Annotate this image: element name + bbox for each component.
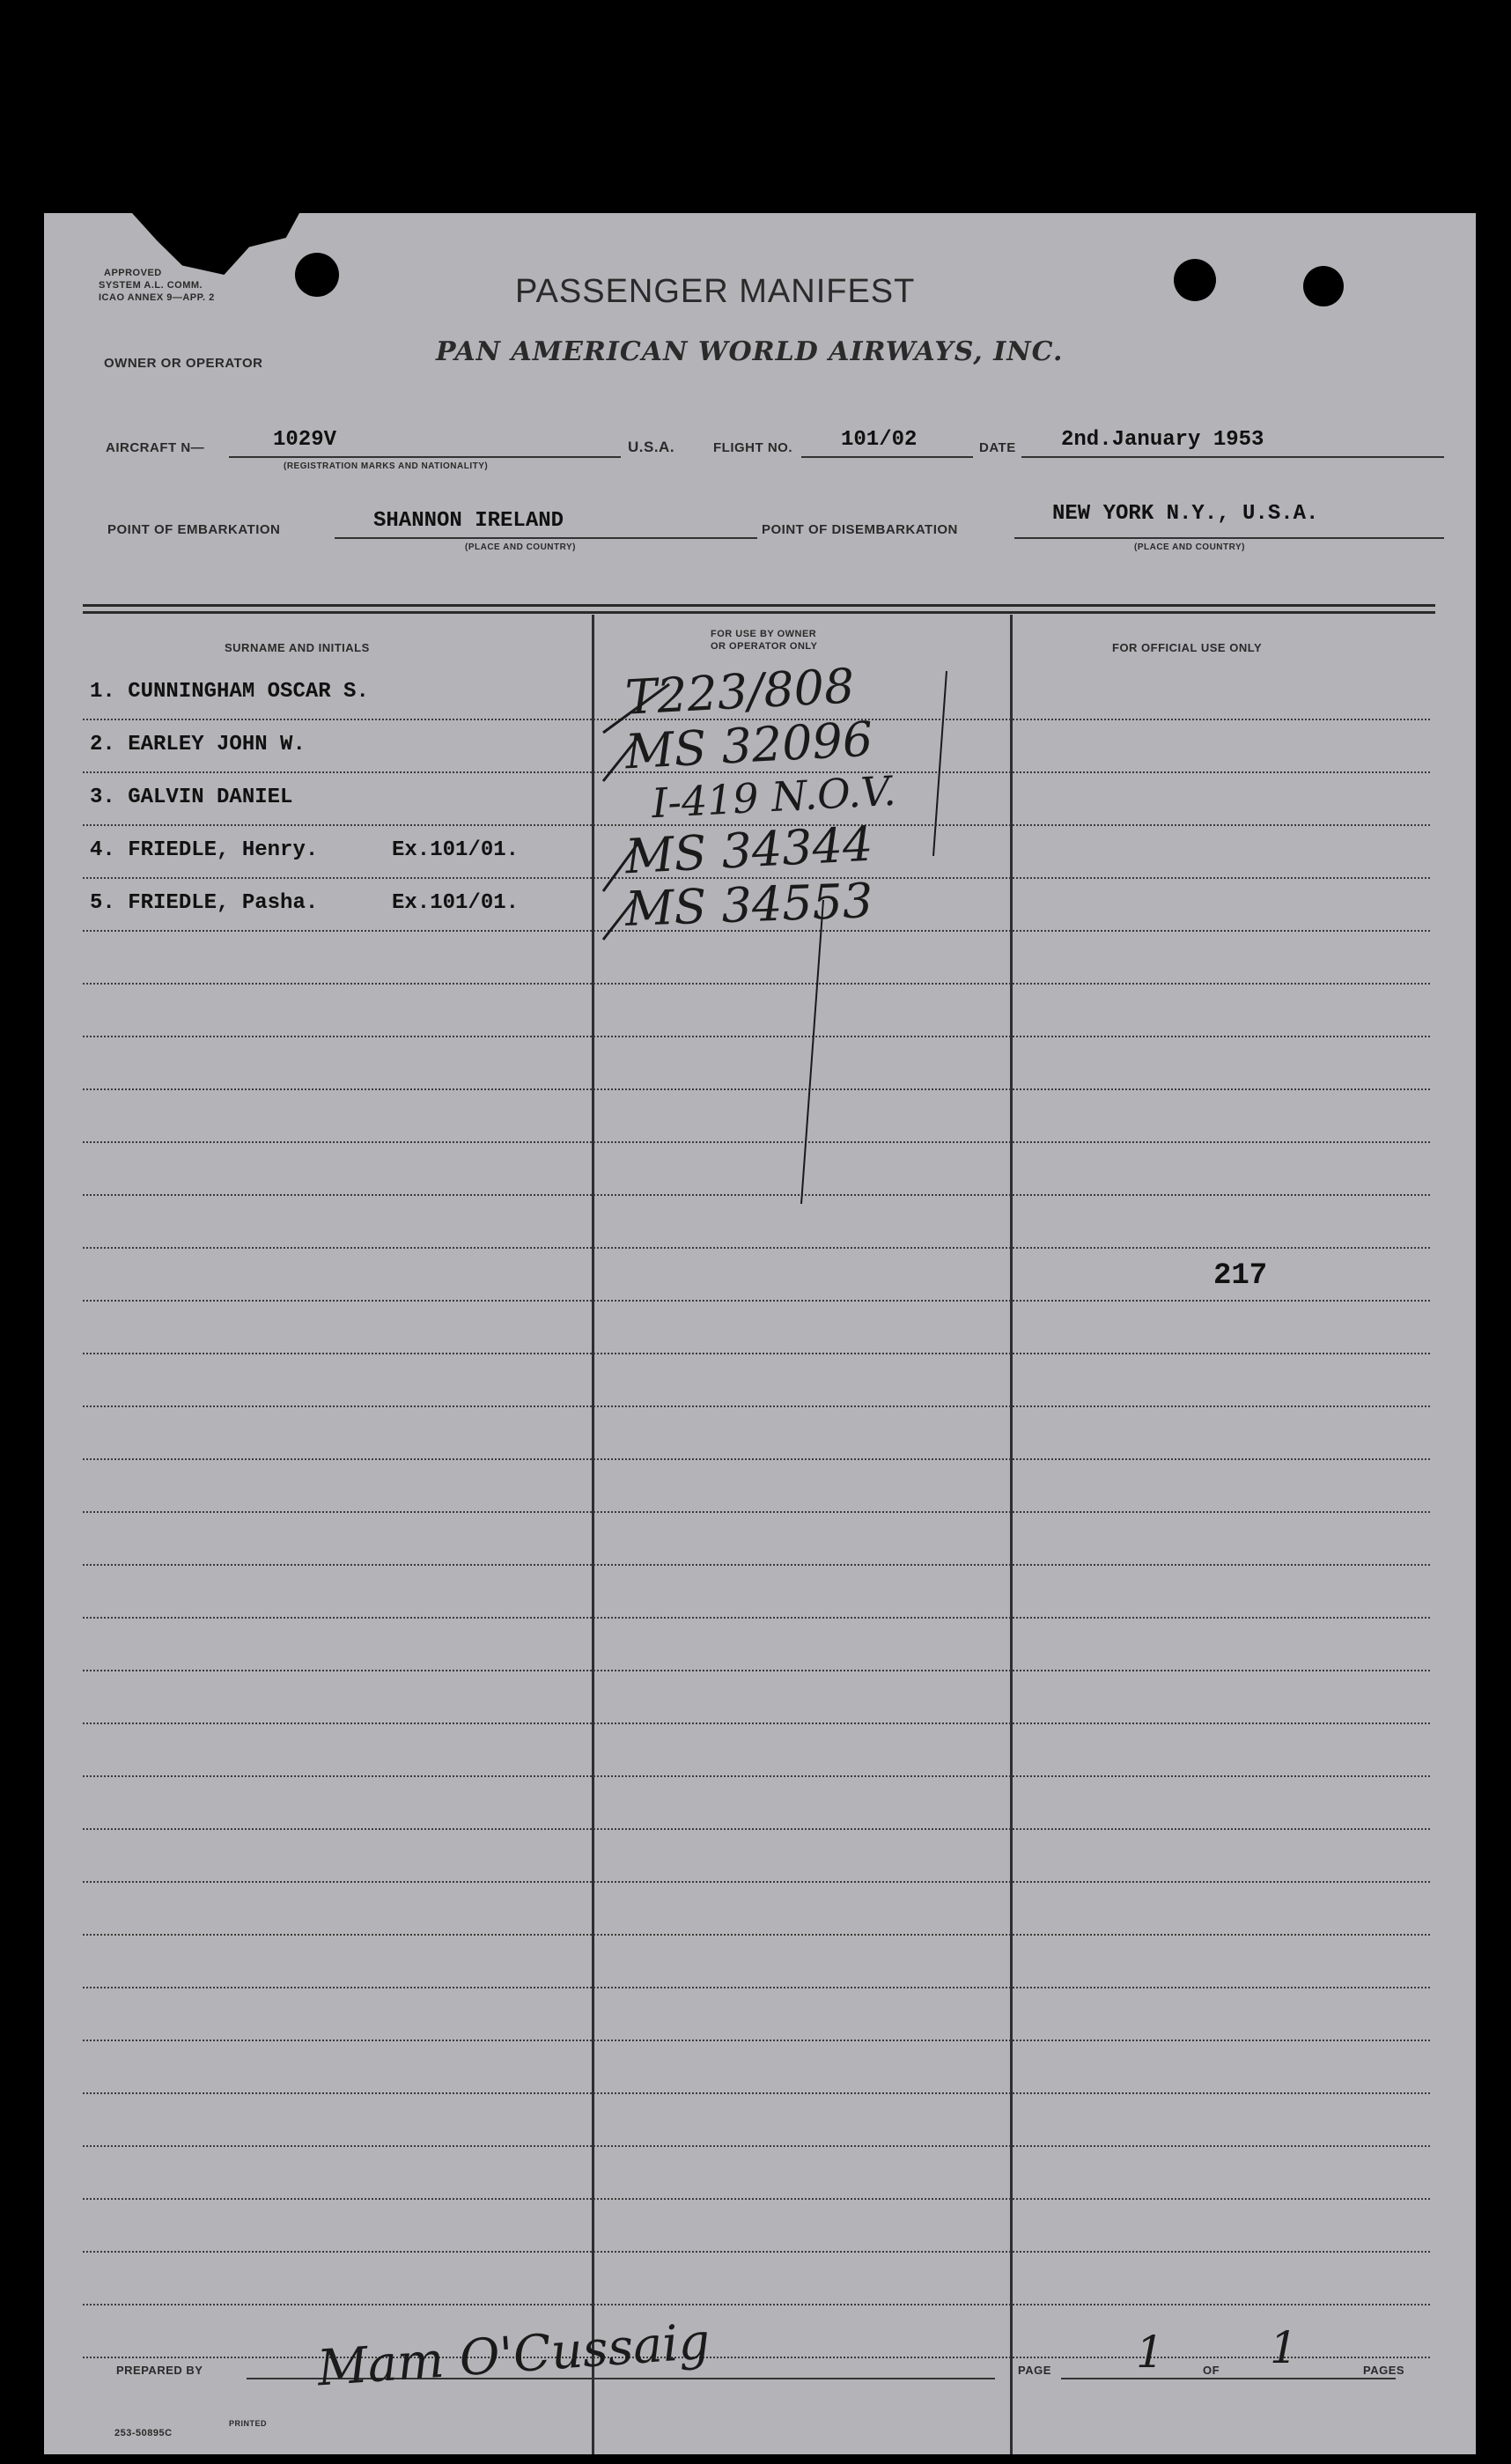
handwritten-strokes [586, 636, 1079, 1208]
operator-name: PAN AMERICAN WORLD AIRWAYS, INC. [436, 336, 1064, 367]
table-row-line [83, 1405, 1430, 1407]
passenger-note: Ex.101/01. [392, 838, 520, 862]
table-row-line [83, 1881, 1430, 1883]
table-row-line [83, 2251, 1430, 2253]
disembark-caption: (PLACE AND COUNTRY) [1134, 542, 1245, 552]
torn-corner [132, 213, 299, 275]
column-header-owner-use-2: OR OPERATOR ONLY [711, 641, 818, 652]
table-row-line [83, 1300, 1430, 1302]
pages-label: PAGES [1363, 2364, 1405, 2377]
table-row-line [83, 1247, 1430, 1249]
punch-hole-mid [1174, 259, 1216, 301]
page-value: 1 [1136, 2327, 1164, 2378]
owner-label: OWNER OR OPERATOR [104, 356, 263, 371]
table-row-line [83, 1511, 1430, 1513]
disembark-label: POINT OF DISEMBARKATION [762, 522, 958, 537]
disembark-value: NEW YORK N.Y., U.S.A. [1052, 502, 1319, 526]
passenger-name: 1. CUNNINGHAM OSCAR S. [90, 680, 369, 704]
table-row-line [83, 1775, 1430, 1777]
handwritten-entry: MS 34553 [623, 873, 874, 937]
handwritten-entry: MS 34344 [623, 815, 874, 885]
punch-hole-right [1303, 266, 1344, 306]
signature: Mam O'Cussaig [315, 2313, 712, 2398]
approval-line-1: APPROVED [104, 268, 162, 278]
usa-label: U.S.A. [628, 439, 675, 455]
table-row-line [83, 2040, 1430, 2041]
official-number: 217 [1213, 1259, 1268, 1293]
table-row-line [83, 1828, 1430, 1830]
table-row-line [83, 2357, 1430, 2358]
table-row-line [83, 2198, 1430, 2200]
passenger-name: 3. GALVIN DANIEL [90, 786, 293, 809]
embark-caption: (PLACE AND COUNTRY) [465, 542, 576, 552]
passenger-name: 4. FRIEDLE, Henry. [90, 838, 319, 862]
table-row-line [83, 1617, 1430, 1619]
date-label: DATE [979, 440, 1016, 455]
table-row-line [83, 1458, 1430, 1460]
aircraft-value: 1029V [273, 428, 337, 452]
passenger-name: 5. FRIEDLE, Pasha. [90, 891, 319, 915]
table-top-rule [83, 604, 1435, 607]
table-row-line [83, 1934, 1430, 1936]
passenger-name: 2. EARLEY JOHN W. [90, 733, 306, 756]
of-label: OF [1203, 2364, 1220, 2377]
passenger-note: Ex.101/01. [392, 891, 520, 915]
of-value: 1 [1270, 2322, 1298, 2373]
approval-line-2: SYSTEM A.L. COMM. [99, 280, 203, 291]
table-row-line [83, 1353, 1430, 1354]
table-row-line [83, 1670, 1430, 1671]
prepared-label: PREPARED BY [116, 2364, 203, 2377]
flight-label: FLIGHT NO. [713, 440, 792, 455]
registration-caption: (REGISTRATION MARKS AND NATIONALITY) [284, 461, 489, 471]
handwritten-entry: T223/808 [623, 658, 856, 726]
approval-line-3: ICAO ANNEX 9—APP. 2 [99, 292, 215, 303]
table-row-line [83, 2145, 1430, 2147]
table-row-line [83, 1987, 1430, 1988]
manifest-sheet [44, 213, 1476, 2454]
table-row-line [83, 2092, 1430, 2094]
page-label: PAGE [1018, 2364, 1051, 2377]
embark-label: POINT OF EMBARKATION [107, 522, 281, 537]
punch-hole-left [295, 253, 339, 297]
aircraft-label: AIRCRAFT N— [106, 440, 205, 455]
column-header-surname: SURNAME AND INITIALS [225, 641, 370, 654]
handwritten-entry: I-419 N.O.V. [650, 766, 897, 828]
column-header-official: FOR OFFICIAL USE ONLY [1112, 641, 1263, 654]
table-row-line [83, 1564, 1430, 1566]
table-row-line [83, 2304, 1430, 2305]
handwritten-entry: MS 32096 [623, 711, 874, 780]
table-row-line [83, 1723, 1430, 1724]
date-value: 2nd.January 1953 [1061, 428, 1264, 452]
page-title: PASSENGER MANIFEST [515, 273, 916, 310]
printed-label: PRINTED [229, 2419, 268, 2428]
form-code: 253-50895C [114, 2428, 173, 2438]
column-header-owner-use-1: FOR USE BY OWNER [711, 629, 817, 639]
embark-value: SHANNON IRELAND [373, 509, 564, 533]
flight-value: 101/02 [841, 428, 918, 452]
